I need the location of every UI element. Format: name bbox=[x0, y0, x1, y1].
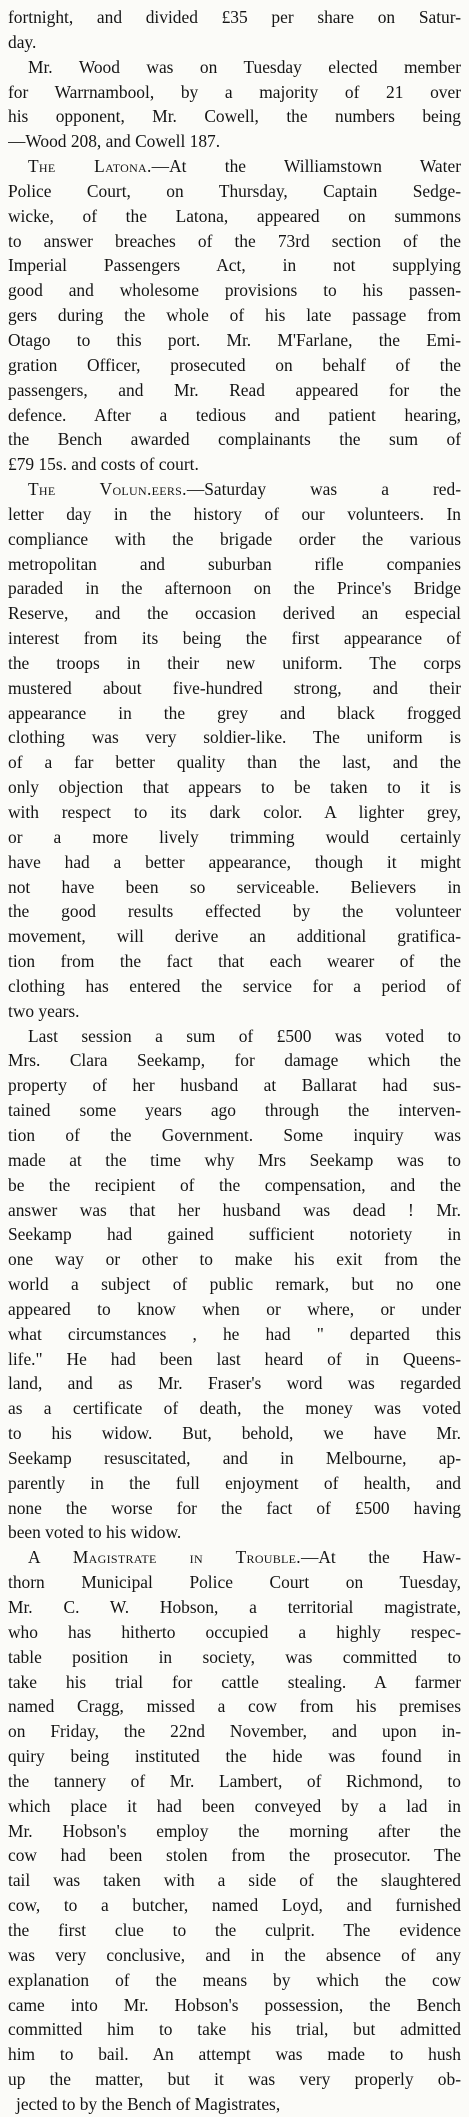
text-line: the troops in their new uniform. The corps bbox=[8, 652, 461, 673]
text-line: gration Officer, prosecuted on behalf of the bbox=[8, 354, 461, 375]
text-line: tion of the Government. Some inquiry was bbox=[8, 1124, 461, 1145]
paragraph-volunteers bbox=[8, 477, 461, 1024]
text-line: tion from the fact that each wearer of the bbox=[8, 951, 461, 972]
text-line: interest from its being the first appearance of bbox=[8, 628, 461, 649]
text-line: as a certificate of death, the money was voted bbox=[8, 1398, 461, 1419]
text-line: life." He had been last heard of in Queens- bbox=[8, 1348, 461, 1369]
paragraph-continuation bbox=[8, 5, 461, 55]
text-line: none the worse for the fact of £500 having bbox=[8, 1497, 461, 1518]
text-line: be the recipient of the compensation, and the bbox=[8, 1174, 461, 1195]
text-line: defence. After a tedious and patient hearing, bbox=[8, 404, 461, 425]
text-line: Mr. C. W. Hobson, a territorial magistrate, bbox=[8, 1597, 461, 1617]
text-line: the tannery of Mr. Lambert, of Richmond, to bbox=[8, 1770, 461, 1791]
text-line: tained some years ago through the interven- bbox=[8, 1100, 461, 1121]
text-line: the Bench awarded complainants the sum of bbox=[8, 429, 461, 450]
text-line: not have been so serviceable. Believers in bbox=[8, 876, 461, 897]
text-line: Imperial Passengers Act, in not supplying bbox=[8, 255, 461, 276]
section-heading: A Magistrate in Trouble. bbox=[28, 1547, 301, 1568]
text-line: been voted to his widow. bbox=[8, 1522, 182, 1543]
text-line: world a subject of public remark, but no one bbox=[8, 1274, 461, 1295]
text-line: answer was that her husband was dead ! Mr. bbox=[8, 1199, 461, 1220]
text-line: Seekamp had gained sufficient notoriety in bbox=[8, 1224, 461, 1245]
text-line: the good results effected by the volunteer bbox=[8, 901, 461, 922]
text-line: parently in the full enjoyment of health, and bbox=[8, 1472, 461, 1493]
text-line: made at the time why Mrs Seekamp was to bbox=[8, 1149, 461, 1170]
text-line: one way or other to make his exit from the bbox=[8, 1249, 461, 1270]
text-line-rest: —Saturday was a red- bbox=[186, 479, 461, 500]
text-line: explanation of the means by which the cow bbox=[8, 1969, 461, 1990]
text-line: who has hitherto occupied a highly respec- bbox=[8, 1621, 461, 1642]
text-line: compliance with the brigade order the various bbox=[8, 528, 461, 549]
text-line: cow, to a butcher, named Loyd, and furnished bbox=[8, 1895, 461, 1916]
text-line: wicke, of the Latona, appeared on summons bbox=[8, 205, 461, 226]
text-line: Mr. Hobson's employ the morning after the bbox=[8, 1820, 461, 1841]
text-line: with respect to its dark color. A lighter grey, bbox=[8, 802, 461, 822]
text-line: metropolitan and suburban rifle companies bbox=[8, 553, 461, 574]
section-heading: The Volun.eers. bbox=[28, 479, 187, 500]
text-line: Police Court, on Thursday, Captain Sedge- bbox=[8, 180, 461, 201]
text-line: Mr. Wood was on Tuesday elected member bbox=[28, 56, 461, 77]
text-line: cow had been stolen from the prosecutor. The bbox=[8, 1845, 461, 1866]
text-line: land, and as Mr. Fraser's word was regarded bbox=[8, 1373, 461, 1394]
text-line bbox=[8, 1545, 461, 1570]
text-line: for Warrnambool, by a majority of 21 over bbox=[8, 81, 461, 102]
text-line: named Cragg, missed a cow from his premises bbox=[8, 1696, 461, 1717]
text-line: —Wood 208, and Cowell 187. bbox=[8, 131, 221, 152]
text-line: Last session a sum of £500 was voted to bbox=[28, 1025, 461, 1046]
text-line: the first clue to the culprit. The evidence bbox=[8, 1919, 461, 1940]
text-line: Otago to this port. Mr. M'Farlane, the Emi- bbox=[8, 329, 461, 350]
text-line: passengers, and Mr. Read appeared for the bbox=[8, 379, 461, 400]
text-line: appeared to know when or where, or under bbox=[8, 1298, 461, 1319]
text-line: clothing was very soldier-like. The uniform is bbox=[8, 727, 461, 748]
text-line: have had a better appearance, though it might bbox=[8, 851, 461, 872]
text-line: clothing has entered the service for a period of bbox=[8, 975, 461, 996]
paragraph-seekamp bbox=[8, 1024, 461, 1546]
text-line: letter day in the history of our volunteers. In bbox=[8, 503, 461, 524]
text-line: fortnight, and divided £35 per share on Satur- bbox=[8, 7, 461, 27]
text-line: him to bail. An attempt was made to hush bbox=[8, 2044, 461, 2065]
text-line bbox=[8, 154, 461, 179]
text-line-rest: —At the Williamstown Water bbox=[151, 156, 461, 177]
text-line-rest: —At the Haw- bbox=[300, 1547, 461, 1568]
text-line: paraded in the afternoon on the Prince's Bridge bbox=[8, 578, 461, 599]
text-line: on Friday, the 22nd November, and upon in- bbox=[8, 1721, 461, 1742]
text-line: was very conclusive, and in the absence of any bbox=[8, 1944, 461, 1965]
text-line: of a far better quality than the last, and the bbox=[8, 752, 461, 773]
text-line: thorn Municipal Police Court on Tuesday, bbox=[8, 1572, 461, 1593]
text-line: to his widow. But, behold, we have Mr. bbox=[8, 1423, 461, 1444]
text-line: Reserve, and the occasion derived an especial bbox=[8, 603, 461, 624]
paragraph-latona bbox=[8, 154, 461, 477]
text-line: to answer breaches of the 73rd section of the bbox=[8, 230, 461, 251]
text-line: only objection that appears to be taken to it is bbox=[8, 777, 461, 798]
text-line: what circumstances , he had " departed this bbox=[8, 1323, 461, 1344]
text-line: appearance in the grey and black frogged bbox=[8, 702, 461, 723]
text-line: Mrs. Clara Seekamp, for damage which the bbox=[8, 1050, 461, 1071]
text-line: £79 15s. and costs of court. bbox=[8, 454, 199, 475]
text-line: committed him to take his trial, but admitted bbox=[8, 2019, 461, 2040]
text-line: take his trial for cattle stealing. A farmer bbox=[8, 1671, 461, 1692]
text-line bbox=[8, 477, 461, 502]
text-line: mustered about five-hundred strong, and their bbox=[8, 677, 461, 698]
paragraph-magistrate bbox=[8, 1545, 461, 2116]
text-line: Seekamp resuscitated, and in Melbourne, ap- bbox=[8, 1447, 461, 1468]
text-line: day. bbox=[8, 31, 37, 52]
text-line: up the matter, but it was very properly ob- bbox=[8, 2069, 461, 2090]
text-line: or a more lively trimming would certainly bbox=[8, 826, 461, 847]
text-line: table position in society, was committed to bbox=[8, 1646, 461, 1667]
text-line: which place it had been conveyed by a lad in bbox=[8, 1795, 461, 1816]
paragraph-election bbox=[8, 55, 461, 154]
text-line: gers during the whole of his late passage from bbox=[8, 305, 461, 326]
text-line: his opponent, Mr. Cowell, the numbers being bbox=[8, 106, 461, 127]
text-line: good and wholesome provisions to his passen- bbox=[8, 280, 461, 301]
text-line: came into Mr. Hobson's possession, the Bench bbox=[8, 1994, 461, 2015]
text-line: tail was taken with a side of the slaughtered bbox=[8, 1870, 461, 1891]
text-line: property of her husband at Ballarat had sus- bbox=[8, 1075, 461, 1096]
text-line: movement, will derive an additional gratifica- bbox=[8, 926, 461, 947]
text-line: quiry being instituted the hide was found in bbox=[8, 1746, 461, 1767]
text-line: two years. bbox=[8, 1000, 80, 1021]
text-line: jected to by the Bench of Magistrates, bbox=[16, 2093, 281, 2114]
section-heading: The Latona. bbox=[28, 156, 152, 177]
